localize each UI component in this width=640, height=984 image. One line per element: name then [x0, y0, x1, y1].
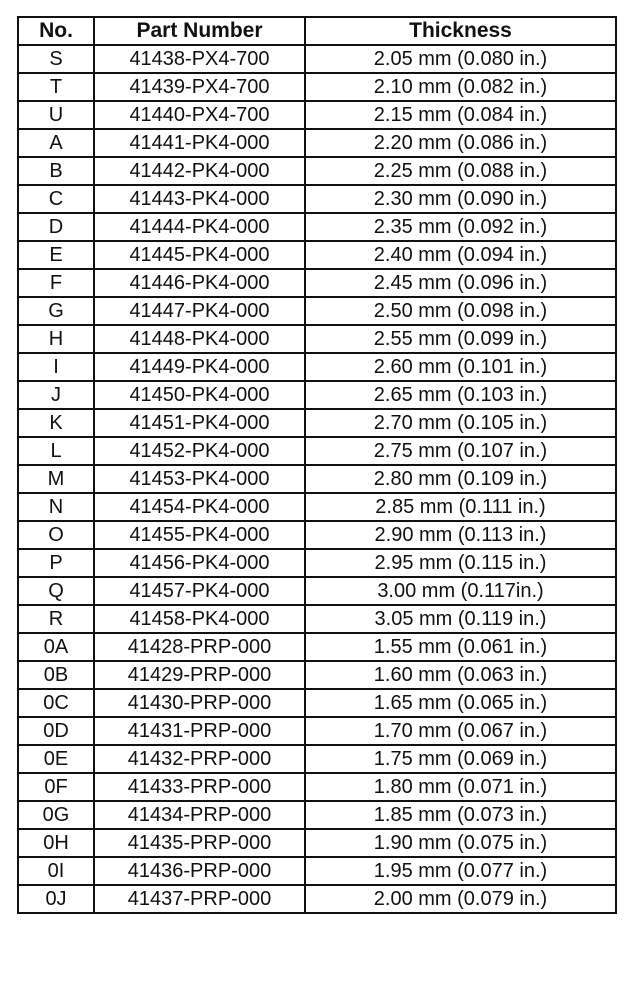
cell-no: 0G	[18, 801, 94, 829]
header-part-number: Part Number	[94, 17, 305, 45]
cell-thickness: 1.60 mm (0.063 in.)	[305, 661, 616, 689]
cell-no: G	[18, 297, 94, 325]
cell-part-number: 41440-PX4-700	[94, 101, 305, 129]
cell-thickness: 2.70 mm (0.105 in.)	[305, 409, 616, 437]
table-row	[18, 73, 616, 101]
shim-parts-table	[17, 16, 617, 914]
cell-no: T	[18, 73, 94, 101]
cell-thickness: 2.25 mm (0.088 in.)	[305, 157, 616, 185]
table-row	[18, 241, 616, 269]
cell-part-number: 41439-PX4-700	[94, 73, 305, 101]
table-row	[18, 45, 616, 73]
cell-part-number: 41458-PK4-000	[94, 605, 305, 633]
table-row	[18, 213, 616, 241]
cell-part-number: 41430-PRP-000	[94, 689, 305, 717]
cell-no: E	[18, 241, 94, 269]
cell-thickness: 1.85 mm (0.073 in.)	[305, 801, 616, 829]
cell-no: P	[18, 549, 94, 577]
cell-thickness: 1.75 mm (0.069 in.)	[305, 745, 616, 773]
table-row	[18, 325, 616, 353]
cell-no: L	[18, 437, 94, 465]
cell-thickness: 2.90 mm (0.113 in.)	[305, 521, 616, 549]
cell-thickness: 2.05 mm (0.080 in.)	[305, 45, 616, 73]
cell-part-number: 41450-PK4-000	[94, 381, 305, 409]
cell-no: B	[18, 157, 94, 185]
header-no: No.	[18, 17, 94, 45]
table-row	[18, 437, 616, 465]
cell-thickness: 1.55 mm (0.061 in.)	[305, 633, 616, 661]
cell-no: C	[18, 185, 94, 213]
cell-no: 0D	[18, 717, 94, 745]
cell-thickness: 2.00 mm (0.079 in.)	[305, 885, 616, 913]
table-row	[18, 745, 616, 773]
cell-thickness: 1.80 mm (0.071 in.)	[305, 773, 616, 801]
cell-thickness: 2.75 mm (0.107 in.)	[305, 437, 616, 465]
cell-thickness: 2.45 mm (0.096 in.)	[305, 269, 616, 297]
header-thickness: Thickness	[305, 17, 616, 45]
cell-part-number: 41449-PK4-000	[94, 353, 305, 381]
cell-thickness: 2.10 mm (0.082 in.)	[305, 73, 616, 101]
cell-part-number: 41441-PK4-000	[94, 129, 305, 157]
cell-part-number: 41432-PRP-000	[94, 745, 305, 773]
cell-thickness: 2.80 mm (0.109 in.)	[305, 465, 616, 493]
cell-part-number: 41444-PK4-000	[94, 213, 305, 241]
cell-thickness: 2.60 mm (0.101 in.)	[305, 353, 616, 381]
cell-thickness: 2.20 mm (0.086 in.)	[305, 129, 616, 157]
cell-no: 0F	[18, 773, 94, 801]
table-row	[18, 829, 616, 857]
cell-part-number: 41447-PK4-000	[94, 297, 305, 325]
cell-thickness: 2.65 mm (0.103 in.)	[305, 381, 616, 409]
cell-part-number: 41455-PK4-000	[94, 521, 305, 549]
table-row	[18, 409, 616, 437]
table-row	[18, 661, 616, 689]
cell-no: 0E	[18, 745, 94, 773]
table-row	[18, 297, 616, 325]
cell-part-number: 41437-PRP-000	[94, 885, 305, 913]
table-row	[18, 773, 616, 801]
table-header	[18, 17, 616, 45]
cell-thickness: 2.15 mm (0.084 in.)	[305, 101, 616, 129]
cell-thickness: 2.50 mm (0.098 in.)	[305, 297, 616, 325]
cell-part-number: 41434-PRP-000	[94, 801, 305, 829]
cell-thickness: 2.35 mm (0.092 in.)	[305, 213, 616, 241]
cell-part-number: 41443-PK4-000	[94, 185, 305, 213]
cell-part-number: 41451-PK4-000	[94, 409, 305, 437]
table-row	[18, 549, 616, 577]
cell-no: 0C	[18, 689, 94, 717]
table-row	[18, 353, 616, 381]
cell-part-number: 41436-PRP-000	[94, 857, 305, 885]
cell-part-number: 41457-PK4-000	[94, 577, 305, 605]
cell-thickness: 2.95 mm (0.115 in.)	[305, 549, 616, 577]
table-row	[18, 605, 616, 633]
table-body	[18, 45, 616, 913]
table-row	[18, 381, 616, 409]
cell-part-number: 41456-PK4-000	[94, 549, 305, 577]
cell-part-number: 41452-PK4-000	[94, 437, 305, 465]
table-row	[18, 633, 616, 661]
cell-part-number: 41453-PK4-000	[94, 465, 305, 493]
cell-no: Q	[18, 577, 94, 605]
cell-thickness: 1.95 mm (0.077 in.)	[305, 857, 616, 885]
cell-no: I	[18, 353, 94, 381]
table-row	[18, 521, 616, 549]
table-row	[18, 885, 616, 913]
cell-no: 0H	[18, 829, 94, 857]
cell-thickness: 1.70 mm (0.067 in.)	[305, 717, 616, 745]
cell-no: R	[18, 605, 94, 633]
cell-part-number: 41438-PX4-700	[94, 45, 305, 73]
cell-no: A	[18, 129, 94, 157]
cell-part-number: 41435-PRP-000	[94, 829, 305, 857]
cell-no: S	[18, 45, 94, 73]
cell-part-number: 41454-PK4-000	[94, 493, 305, 521]
table-row	[18, 129, 616, 157]
cell-thickness: 3.00 mm (0.117in.)	[305, 577, 616, 605]
table-row	[18, 185, 616, 213]
cell-no: 0J	[18, 885, 94, 913]
cell-no: M	[18, 465, 94, 493]
cell-no: O	[18, 521, 94, 549]
cell-part-number: 41431-PRP-000	[94, 717, 305, 745]
table-row	[18, 269, 616, 297]
cell-no: F	[18, 269, 94, 297]
cell-thickness: 2.85 mm (0.111 in.)	[305, 493, 616, 521]
cell-no: D	[18, 213, 94, 241]
cell-part-number: 41448-PK4-000	[94, 325, 305, 353]
table-row	[18, 157, 616, 185]
cell-thickness: 2.55 mm (0.099 in.)	[305, 325, 616, 353]
cell-part-number: 41429-PRP-000	[94, 661, 305, 689]
cell-no: U	[18, 101, 94, 129]
table-row	[18, 801, 616, 829]
cell-part-number: 41442-PK4-000	[94, 157, 305, 185]
cell-no: J	[18, 381, 94, 409]
table-row	[18, 577, 616, 605]
cell-no: N	[18, 493, 94, 521]
cell-part-number: 41445-PK4-000	[94, 241, 305, 269]
cell-thickness: 2.30 mm (0.090 in.)	[305, 185, 616, 213]
cell-thickness: 3.05 mm (0.119 in.)	[305, 605, 616, 633]
table-row	[18, 465, 616, 493]
cell-thickness: 1.90 mm (0.075 in.)	[305, 829, 616, 857]
table-row	[18, 101, 616, 129]
cell-no: H	[18, 325, 94, 353]
cell-no: 0B	[18, 661, 94, 689]
cell-part-number: 41433-PRP-000	[94, 773, 305, 801]
cell-no: 0A	[18, 633, 94, 661]
header-row	[18, 17, 616, 45]
table-row	[18, 857, 616, 885]
cell-part-number: 41446-PK4-000	[94, 269, 305, 297]
table-row	[18, 689, 616, 717]
cell-part-number: 41428-PRP-000	[94, 633, 305, 661]
cell-no: K	[18, 409, 94, 437]
cell-thickness: 2.40 mm (0.094 in.)	[305, 241, 616, 269]
table-row	[18, 493, 616, 521]
table-row	[18, 717, 616, 745]
cell-thickness: 1.65 mm (0.065 in.)	[305, 689, 616, 717]
cell-no: 0I	[18, 857, 94, 885]
